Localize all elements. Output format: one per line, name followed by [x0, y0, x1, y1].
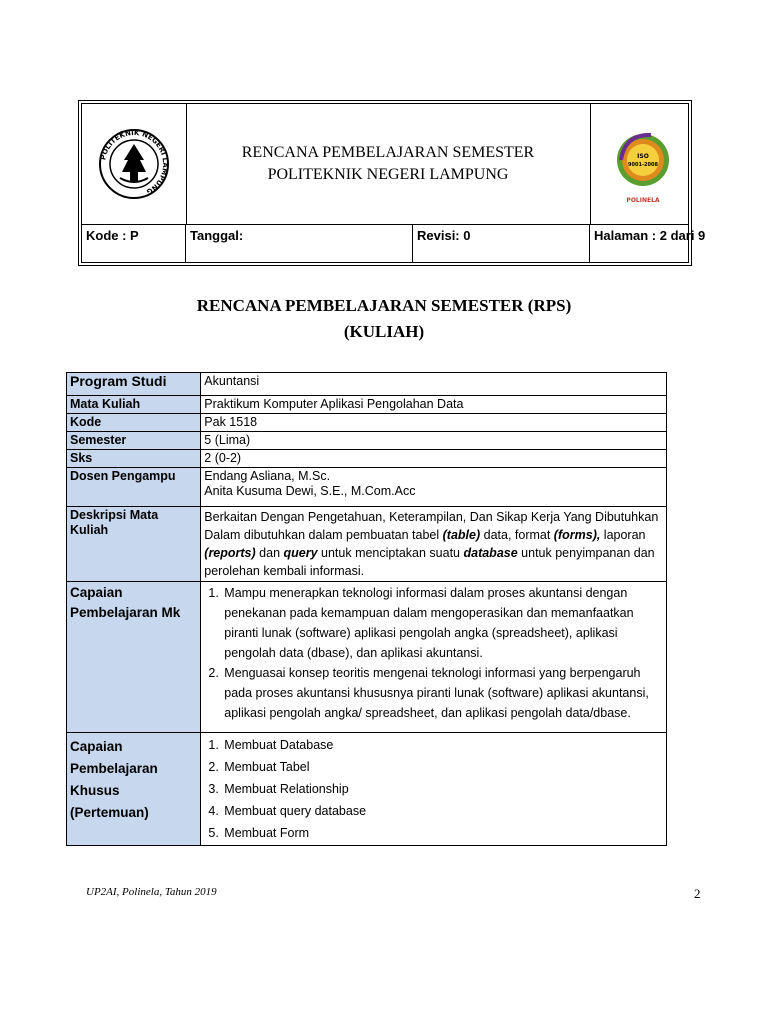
course-info-table: [66, 372, 667, 846]
capaian-khusus-label: Capaian Pembelajaran Khusus (Pertemuan): [67, 733, 201, 846]
list-item: 1. Mampu menerapkan teknologi informasi dalam proses akuntansi dengan penekanan pada kemampuan dalam mengoperasikan dan memanfaatkan piranti lunak (software) aplikasi pengolah angka (spreadsheet), aplikasi pengolah data (dbase), dan aplikasi akuntansi.: [222, 583, 663, 663]
dosen-name-2: Anita Kusuma Dewi, S.E., M.Com.Acc: [204, 484, 416, 498]
iso-certification-icon: [591, 104, 689, 224]
program-studi-value: Akuntansi: [201, 373, 667, 396]
mata-kuliah-label: Mata Kuliah: [67, 396, 201, 414]
tanggal-cell: Tanggal:: [186, 225, 413, 262]
revisi-cell: Revisi: 0: [413, 225, 590, 262]
capaian-khusus-list: [204, 734, 663, 844]
page-number: 2: [694, 886, 701, 901]
semester-label: Semester: [67, 432, 201, 450]
kode-label: Kode: [67, 414, 201, 432]
sks-label: Sks: [67, 450, 201, 468]
list-item: 3. Membuat Relationship: [222, 778, 663, 800]
header-title: [186, 104, 590, 224]
logo-cell: [82, 104, 187, 224]
semester-value: 5 (Lima): [201, 432, 667, 450]
polinela-logo-icon: [82, 104, 186, 224]
table-row: [67, 373, 667, 396]
kode-value: Pak 1518: [201, 414, 667, 432]
svg-text:9001-2008: 9001-2008: [628, 162, 658, 168]
iso-cell: [590, 104, 689, 224]
capaian-mk-value: [201, 582, 667, 733]
table-row: [67, 468, 667, 507]
main-title-line2: (KULIAH): [343, 322, 425, 341]
table-row: [67, 414, 667, 432]
sks-value: 2 (0-2): [201, 450, 667, 468]
table-row: [67, 450, 667, 468]
svg-text:POLINELA: POLINELA: [626, 197, 660, 204]
list-item: 2. Menguasai konsep teoritis mengenai teknologi informasi yang berpengaruh pada proses akuntansi khususnya piranti lunak (software) aplikasi akuntansi, aplikasi pengolah angka/ spreadsheet, dan aplikasi pengolah data/dbase.: [222, 663, 663, 723]
deskripsi-value: Berkaitan Dengan Pengetahuan, Keterampilan, Dan Sikap Kerja Yang Dibutuhkan Dalam dibutuhkan dalam pembuatan tabel (table) data, format (forms), laporan (reports) dan query untuk menciptakan suatu database untuk penyimpanan dan perolehan kembali informasi.: [201, 507, 667, 582]
list-item: 5. Membuat Form: [222, 822, 663, 844]
mata-kuliah-value: Praktikum Komputer Aplikasi Pengolahan Data: [201, 396, 667, 414]
document-header: [78, 100, 706, 266]
dosen-value: [201, 468, 667, 507]
main-title-line1: RENCANA PEMBELAJARAN SEMESTER (RPS): [196, 296, 572, 315]
halaman-cell: Halaman : 2 dari 9: [594, 228, 706, 243]
kode-cell: Kode : P: [82, 225, 186, 262]
capaian-mk-label: Capaian Pembelajaran Mk: [67, 582, 201, 733]
capaian-mk-list: [204, 583, 663, 723]
header-meta-row: [82, 224, 706, 262]
svg-text:POLITEKNIK NEGERI LAMPUNG: POLITEKNIK NEGERI LAMPUNG: [99, 128, 170, 196]
table-row: [67, 396, 667, 414]
footer-source: UP2AI, Polinela, Tahun 2019: [86, 886, 217, 898]
header-title-line1: RENCANA PEMBELAJARAN SEMESTER: [241, 144, 535, 161]
header-title-line2: POLITEKNIK NEGERI LAMPUNG: [267, 166, 509, 183]
list-item: 2. Membuat Tabel: [222, 756, 663, 778]
svg-text:ISO: ISO: [637, 153, 649, 160]
list-item: 4. Membuat query database: [222, 800, 663, 822]
deskripsi-label: Deskripsi Mata Kuliah: [67, 507, 201, 582]
list-item: 1. Membuat Database: [222, 734, 663, 756]
table-row: [67, 507, 667, 582]
dosen-label: Dosen Pengampu: [67, 468, 201, 507]
capaian-khusus-value: [201, 733, 667, 846]
program-studi-label: Program Studi: [67, 373, 201, 396]
table-row: [67, 582, 667, 733]
table-row: [67, 733, 667, 846]
table-row: [67, 432, 667, 450]
dosen-name-1: Endang Asliana, M.Sc.: [204, 469, 331, 483]
